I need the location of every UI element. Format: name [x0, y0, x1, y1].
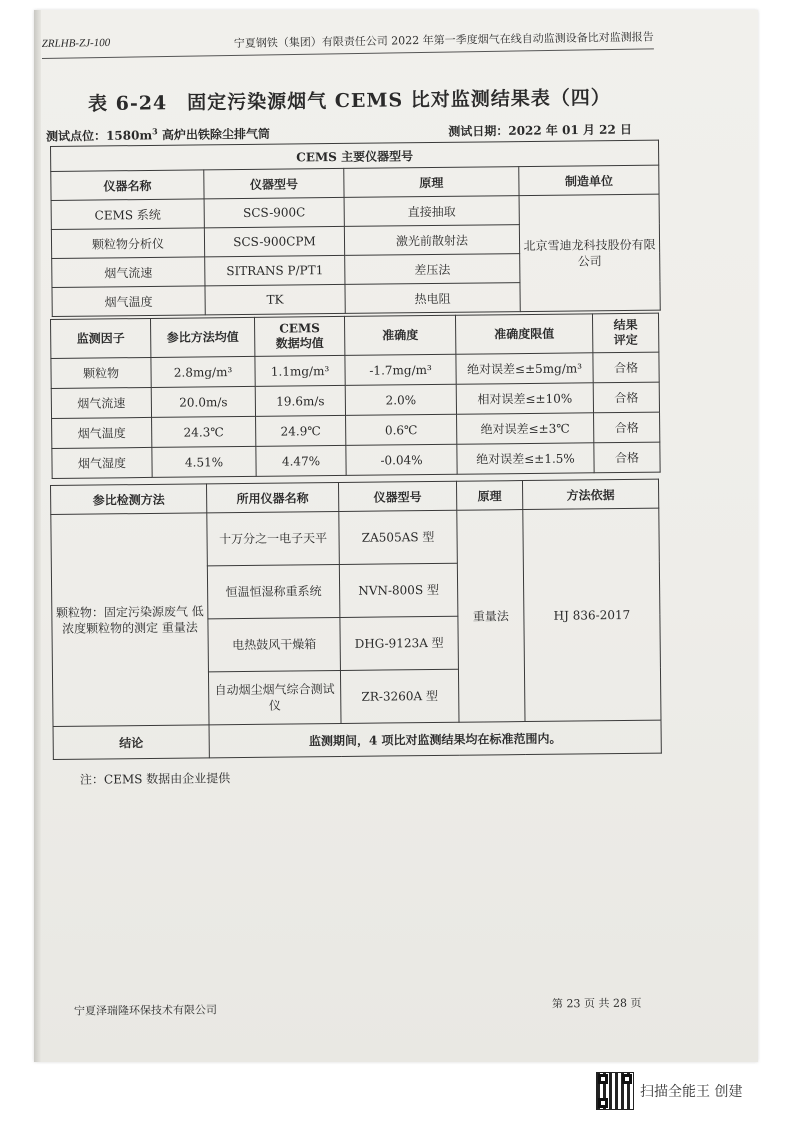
principle: 重量法: [457, 510, 525, 723]
table-row: CEMS 系统 SCS-900C 直接抽取 北京雪迪龙科技股份有限公司: [51, 194, 659, 229]
table-row: 颗粒物分析仪 SCS-900CPM 激光前散射法: [51, 223, 659, 258]
table-row: 电热鼓风干燥箱 DHG-9123A 型: [52, 614, 661, 673]
qr-finder: [598, 1098, 608, 1108]
table-row: 颗粒物：固定污染源废气 低浓度颗粒物的测定 重量法 十万分之一电子天平 ZA505AS 型 重量法 HJ 836-2017: [51, 508, 660, 567]
table-row: 颗粒物 2.8mg/m³ 1.1mg/m³ -1.7mg/m³ 绝对误差≤±5mg/m³ 合格: [51, 352, 659, 388]
reference-method: 颗粒物：固定污染源废气 低浓度颗粒物的测定 重量法: [51, 513, 209, 727]
table-row: 自动烟尘烟气综合测试仪 ZR-3260A 型: [52, 667, 661, 726]
test-location: 测试点位：$1580m^3$ 高炉出铁除尘排气筒: [45, 126, 270, 144]
table-header-row: 监测因子 参比方法均值 CEMS 数据均值 准确度 准确度限值 结果 评定: [51, 313, 659, 358]
report-code: ZRLHB-ZJ-100: [41, 36, 111, 51]
table-header-row: 参比检测方法 所用仪器名称 仪器型号 原理 方法依据: [51, 479, 659, 514]
test-date: 测试日期：2022 年 01 月 22 日: [448, 122, 633, 139]
scanner-watermark: [596, 1072, 742, 1110]
table-title: 表 6-24 固定污染源烟气 CEMS 比对监测结果表（四）: [87, 86, 611, 116]
qr-finder: [598, 1074, 608, 1084]
scanner-text: 扫描全能王 创建: [640, 1084, 743, 1100]
reference-method-table: [50, 479, 662, 760]
results-table: [50, 313, 661, 479]
conclusion-label: 结论: [53, 725, 209, 760]
page-edge: [34, 10, 41, 1062]
conclusion-row: [53, 720, 661, 759]
qr-finder: [622, 1074, 632, 1084]
manufacturer: 北京雪迪龙科技股份有限公司: [519, 194, 660, 311]
table-row: 烟气湿度 4.51% 4.47% -0.04% 绝对误差≤±1.5% 合格: [52, 442, 660, 478]
report-title: 宁夏钢铁（集团）有限责任公司 2022 年第一季度烟气在线自动监测设备比对监测报告: [233, 30, 654, 50]
cems-instrument-table: [50, 140, 661, 317]
conclusion-text: 监测期间，4 项比对监测结果均在标准范围内。: [209, 720, 661, 758]
footer-company: 宁夏泽瑞隆环保技术有限公司: [73, 1003, 218, 1018]
method-basis: HJ 836-2017: [523, 508, 661, 721]
table-row: 烟气温度 TK 热电阻: [52, 281, 660, 316]
page-number: 第 23 页 共 28 页: [551, 996, 642, 1011]
table-row: 烟气流速 SITRANS P/PT1 差压法: [52, 252, 660, 287]
table-note: 注：CEMS 数据由企业提供: [79, 771, 231, 787]
section-title: CEMS 主要仪器型号: [51, 140, 659, 171]
qr-code-icon: [596, 1072, 634, 1110]
table-header-row: 仪器名称 仪器型号 原理 制造单位: [51, 165, 659, 200]
table-row: 烟气流速 20.0m/s 19.6m/s 2.0% 相对误差≤±10% 合格: [51, 382, 659, 418]
table-row: 恒温恒湿称重系统 NVN-800S 型: [51, 561, 660, 620]
table-row: 烟气温度 24.3℃ 24.9℃ 0.6℃ 绝对误差≤±3℃ 合格: [52, 412, 660, 448]
